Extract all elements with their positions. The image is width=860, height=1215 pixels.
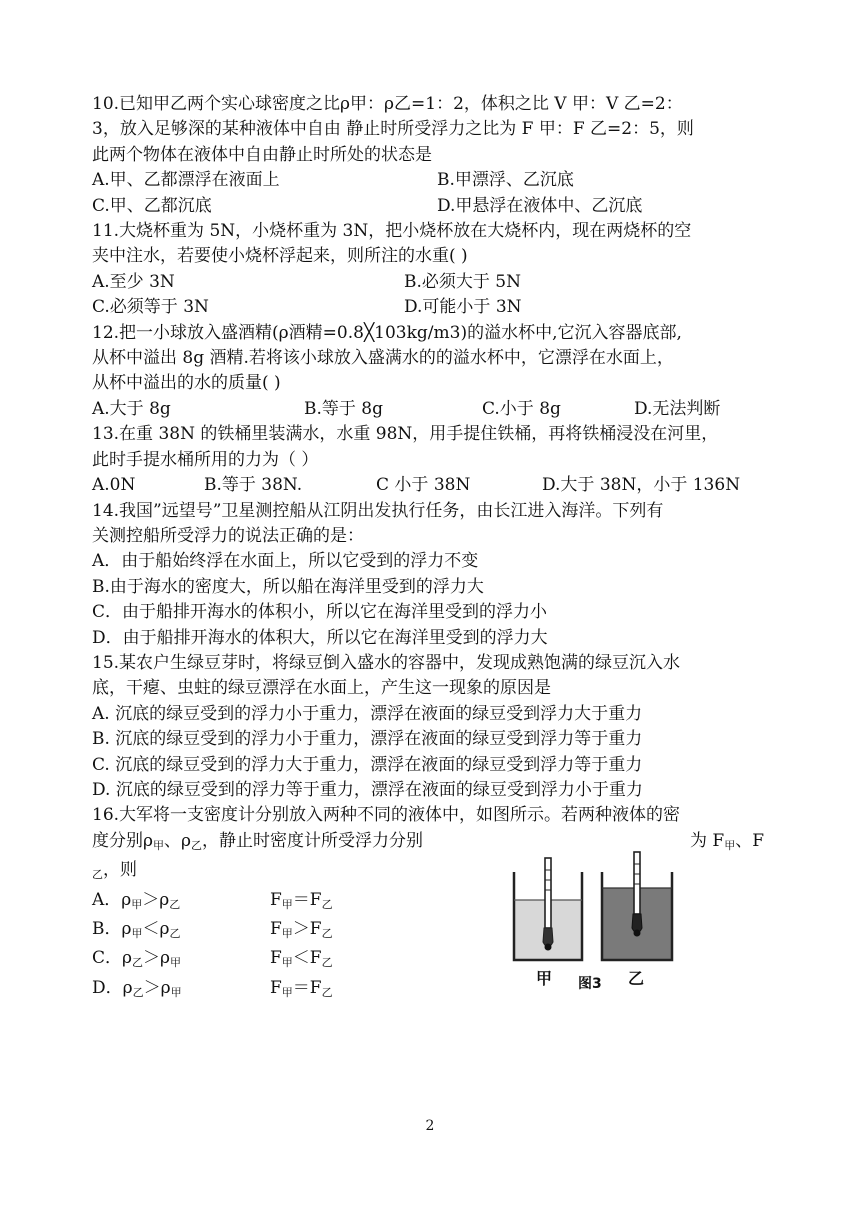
option-d: D.无法判断 xyxy=(634,398,721,419)
question-text: 夹中注水，若要使小烧杯浮起来，则所注的水重( ) xyxy=(92,246,468,267)
option-a: A．$\rho_甲>\rho_乙$ $F_甲=F_乙$ xyxy=(92,889,333,911)
option-c: C 小于 38N xyxy=(376,475,471,496)
option-c: C.小于 8g xyxy=(482,398,561,419)
question-15 xyxy=(92,651,782,803)
option-row xyxy=(92,473,782,498)
question-13 xyxy=(92,422,782,498)
option-c: C.甲、乙都沉底 xyxy=(92,195,212,216)
label-yi: 乙 xyxy=(628,969,645,988)
question-12 xyxy=(92,321,782,423)
option-row xyxy=(92,270,782,295)
question-text: 从杯中溢出的水的质量( ) xyxy=(92,373,281,394)
option-c: C．$\rho_乙>\rho_甲$ $F_甲<F_乙$ xyxy=(92,948,333,970)
option-d: D．由于船排开海水的体积大，所以它在海洋里受到的浮力大 xyxy=(92,627,548,648)
option-c: C.必须等于 3N xyxy=(92,297,209,318)
option-row xyxy=(92,168,782,193)
option-b: B.等于 38N. xyxy=(204,475,303,496)
question-11 xyxy=(92,219,782,321)
option-b: B．$\rho_甲<\rho_乙$ $F_甲>F_乙$ xyxy=(92,919,333,940)
option-b: B.由于海水的密度大，所以船在海洋里受到的浮力大 xyxy=(92,576,484,597)
option-row xyxy=(92,295,782,320)
option-a: A. 沉底的绿豆受到的浮力小于重力，漂浮在液面的绿豆受到浮力大于重力 xyxy=(92,703,643,724)
option-a: A．由于船始终浮在水面上，所以它受到的浮力不变 xyxy=(92,551,479,572)
question-text: 13.在重 38N 的铁桶里装满水，水重 98N，用手提住铁桶，再将铁桶浸没在河里， xyxy=(92,424,719,445)
question-10 xyxy=(92,92,782,219)
option-d: D.甲悬浮在液体中、乙沉底 xyxy=(437,195,643,216)
question-text-line2-right: 为 $F_甲$、F xyxy=(690,830,764,852)
question-text: 从杯中溢出 8g 酒精.若将该小球放入盛满水的的溢水杯中，它漂浮在水面上， xyxy=(92,348,674,369)
question-text-line3: $_乙$，则 xyxy=(92,860,137,882)
question-text-line2: 度分别$\rho_甲$、$\rho_乙$，静止时密度计所受浮力分别 xyxy=(92,830,423,852)
question-text: 12.把一小球放入盛酒精(ρ酒精=0.8╳103kg/m3)的溢水杯中,它沉入容器底部, xyxy=(92,322,682,343)
option-a: A.大于 8g xyxy=(92,398,171,419)
page-number: 2 xyxy=(425,1118,435,1134)
question-14 xyxy=(92,499,782,651)
question-text: 14.我国”远望号”卫星测控船从江阴出发执行任务，由长江进入海洋。下列有 xyxy=(92,500,664,521)
question-text: 此时手提水桶所用的力为（ ） xyxy=(92,449,319,470)
option-b: B.等于 8g xyxy=(304,398,383,419)
question-text: 此两个物体在液体中自由静止时所处的状态是 xyxy=(92,144,432,165)
question-text: 底，干瘪、虫蛀的绿豆漂浮在水面上，产生这一现象的原因是 xyxy=(92,678,551,699)
option-c: C. 沉底的绿豆受到的浮力大于重力，漂浮在液面的绿豆受到浮力等于重力 xyxy=(92,754,643,775)
option-a: A.至少 3N xyxy=(92,271,175,292)
question-text: 10.已知甲乙两个实心球密度之比ρ甲：ρ乙=1：2，体积之比 V 甲：V 乙=2： xyxy=(92,94,683,114)
option-c: C．由于船排开海水的体积小，所以它在海洋里受到的浮力小 xyxy=(92,602,548,623)
question-text: 11.大烧杯重为 5N，小烧杯重为 3N，把小烧杯放在大烧杯内，现在两烧杯的空 xyxy=(92,221,692,242)
option-row xyxy=(92,397,782,422)
option-d: D．$\rho_乙>\rho_甲$ $F_甲=F_乙$ xyxy=(92,977,333,999)
figure-caption: 图3 xyxy=(578,976,602,992)
option-d: D.可能小于 3N xyxy=(404,297,522,318)
option-row xyxy=(92,194,782,219)
label-jia: 甲 xyxy=(536,969,553,988)
option-d: D. 沉底的绿豆受到的浮力等于重力，漂浮在液面的绿豆受到浮力小于重力 xyxy=(92,779,643,800)
beaker-yi xyxy=(602,852,672,960)
question-text: 关测控船所受浮力的说法正确的是： xyxy=(92,525,364,546)
question-text: 16.大军将一支密度计分别放入两种不同的液体中，如图所示。若两种液体的密 xyxy=(92,805,681,826)
option-b: B.甲漂浮、乙沉底 xyxy=(437,170,574,191)
option-b: B. 沉底的绿豆受到的浮力小于重力，漂浮在液面的绿豆受到浮力等于重力 xyxy=(92,729,643,750)
beaker-jia xyxy=(514,858,582,960)
option-a: A.甲、乙都漂浮在液面上 xyxy=(92,170,280,191)
option-a: A.0N xyxy=(92,475,136,496)
option-b: B.必须大于 5N xyxy=(404,271,521,292)
question-text: 15.某农户生绿豆芽时，将绿豆倒入盛水的容器中，发现成熟饱满的绿豆沉入水 xyxy=(92,652,681,673)
option-d: D.大于 38N，小于 136N xyxy=(542,475,741,496)
hydrometer-figure xyxy=(506,850,682,996)
question-text: 3，放入足够深的某种液体中自由 静止时所受浮力之比为 F 甲：F 乙=2：5，则 xyxy=(92,119,694,140)
